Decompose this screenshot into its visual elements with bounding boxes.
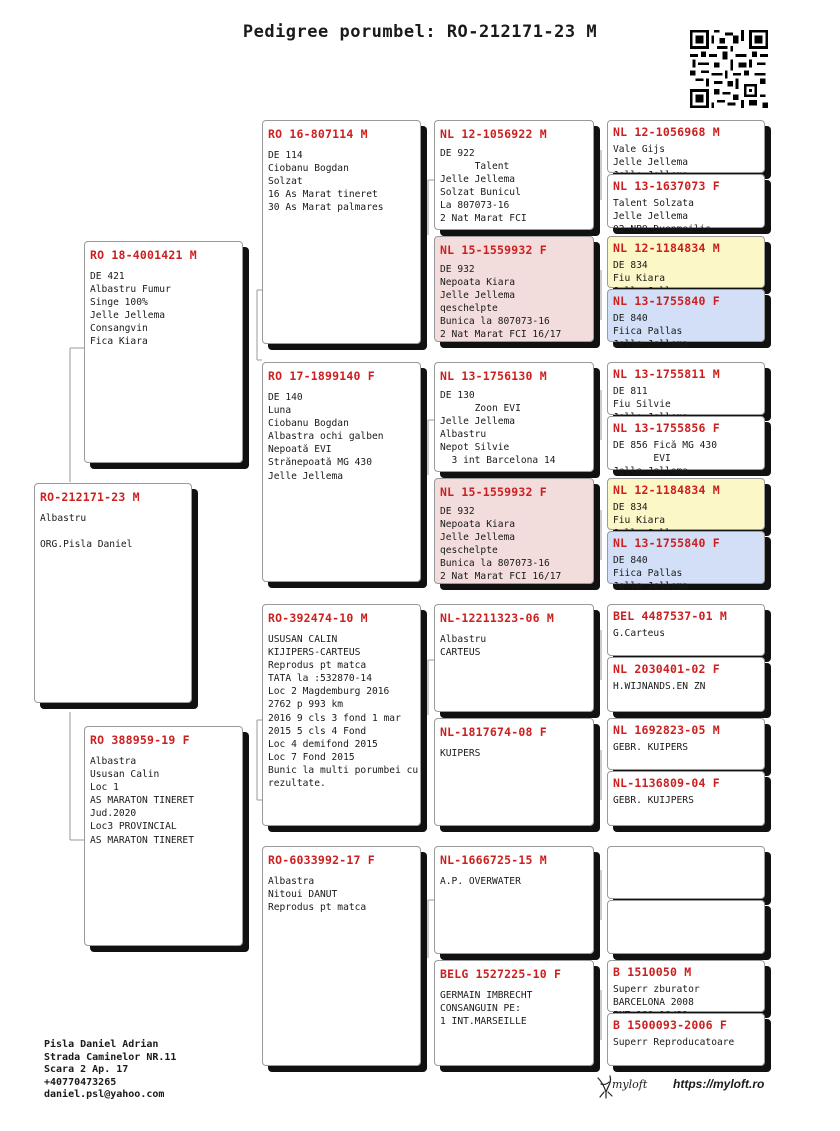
- ring-number: NL 12-1184834 M: [613, 483, 720, 497]
- gen4-card-1[interactable]: [607, 120, 765, 173]
- ring-number: NL 13-1756130 M: [440, 369, 547, 383]
- ring-number: NL 15-1559932 F: [440, 243, 547, 257]
- pigeon-details: DE 932 Nepoata Kiara Jelle Jellema qeschelpte Bunica la 807073-16 2 Nat Marat FCI 16/17: [440, 506, 562, 583]
- gen4-card-14[interactable]: [607, 900, 765, 954]
- ring-number: NL-1666725-15 M: [440, 853, 547, 867]
- pigeon-details: Albastru ORG.Pisla Daniel: [40, 513, 133, 551]
- sire-dam-sire-card[interactable]: [434, 362, 594, 472]
- pigeon-details: DE 140 Luna Ciobanu Bogdan Albastra ochi galben Nepoată EVI Strănepoată MG 430 Jelle Jellema: [268, 392, 384, 482]
- dam-dam-dam-card[interactable]: [434, 960, 594, 1066]
- gen4-card-10[interactable]: [607, 657, 765, 712]
- owner-info: [44, 1039, 176, 1102]
- pigeon-details: Superr zburator BARCELONA 2008: [613, 984, 700, 1009]
- pigeon-details: Superr Reproducatoare: [613, 1037, 735, 1048]
- sire-card[interactable]: [84, 241, 243, 463]
- ring-number: RO 16-807114 M: [268, 127, 368, 141]
- ring-number: RO-212171-23 M: [40, 490, 140, 504]
- pigeon-details: DE 834 Fiu Kiara: [613, 502, 665, 527]
- ring-number: B 1500093-2006 F: [613, 1018, 727, 1032]
- gen4-card-5[interactable]: [607, 362, 765, 415]
- ring-number: B 1510050 M: [613, 965, 692, 979]
- pigeon-details: DE 811 Fiu Silvie: [613, 386, 671, 411]
- pigeon-details: [608, 905, 764, 909]
- ring-number: NL 13-1637073 F: [613, 179, 720, 193]
- ring-number: NL-12211323-06 M: [440, 611, 554, 625]
- ring-number: NL 13-1755811 M: [613, 367, 720, 381]
- brand-name: myloft: [612, 1078, 648, 1091]
- pigeon-details: H.WIJNANDS.EN ZN: [613, 681, 706, 692]
- pigeon-details: GERMAIN IMBRECHT CONSANGUIN PE: 1 INT.MARSEILLE: [440, 990, 533, 1028]
- pigeon-details: DE 932 Nepoata Kiara Jelle Jellema qeschelpte Bunica la 807073-16 2 Nat Marat FCI 16/17: [440, 264, 562, 341]
- pigeon-details: DE 834 Fiu Kiara: [613, 260, 665, 285]
- page-title: Pedigree porumbel: RO-212171-23 M: [242, 22, 598, 42]
- owner-phone[interactable]: +40770473265: [44, 1076, 117, 1088]
- pigeon-details: DE 421 Albastru Fumur Singe 100% Jelle Jellema Consangvin Fica Kiara: [90, 271, 171, 348]
- sire-sire-dam-card[interactable]: [434, 236, 594, 342]
- dam-dam-sire-card[interactable]: [434, 846, 594, 954]
- dam-sire-dam-card[interactable]: [434, 718, 594, 826]
- pigeon-details: G.Carteus: [613, 628, 665, 639]
- owner-apartment: Scara 2 Ap. 17: [44, 1064, 129, 1075]
- owner-name: Pisla Daniel Adrian: [44, 1039, 159, 1050]
- gen4-card-6[interactable]: [607, 416, 765, 478]
- ring-number: RO-6033992-17 F: [268, 853, 375, 867]
- sire-dam-card[interactable]: [262, 362, 421, 582]
- pigeon-details: Talent Solzata Jelle Jellema 02 NPO Duenmeilis: [613, 198, 712, 236]
- pigeon-details: KUIPERS: [440, 748, 481, 759]
- ring-number: NL-1817674-08 F: [440, 725, 547, 739]
- pigeon-details: Vale Gijs Jelle Jellema: [613, 144, 689, 169]
- ring-number: NL 12-1184834 M: [613, 241, 720, 255]
- gen4-card-9[interactable]: [607, 604, 765, 656]
- dam-sire-sire-card[interactable]: [434, 604, 594, 712]
- pigeon-details: DE 114 Ciobanu Bogdan Solzat 16 As Marat tineret 30 As Marat palmares: [268, 150, 384, 214]
- gen4-card-8[interactable]: [607, 531, 765, 593]
- ring-number: RO 18-4001421 M: [90, 248, 197, 262]
- pigeon-details: GEBR. KUIPERS: [613, 742, 689, 753]
- ring-number: NL 15-1559932 F: [440, 485, 547, 499]
- pigeon-details: [608, 851, 764, 855]
- sire-dam-dam-card[interactable]: [434, 478, 594, 584]
- gen4-card-13[interactable]: [607, 846, 765, 899]
- pigeon-details: DE 922 Talent Jelle Jellema Solzat Bunicul La 807073-16 2 Nat Marat FCI: [440, 148, 527, 225]
- gen4-card-15[interactable]: [607, 960, 765, 1012]
- pigeon-details: A.P. OVERWATER: [440, 876, 521, 887]
- gen4-card-4[interactable]: [607, 289, 765, 351]
- ring-number: NL 13-1755840 F: [613, 294, 720, 308]
- pigeon-details: DE 840 Fiica Pallas Jelle Jellema: [613, 555, 689, 593]
- website-link[interactable]: https://myloft.ro: [673, 1077, 765, 1091]
- ring-number: NL 13-1755840 F: [613, 536, 720, 550]
- gen4-card-3[interactable]: [607, 236, 765, 288]
- pigeon-details: Albastra Ususan Calin Loc 1 AS MARATON TINERET Jud.2020 Loc3 PROVINCIAL AS MARATON TINERET: [90, 756, 194, 846]
- gen4-card-7[interactable]: [607, 478, 765, 530]
- dam-dam-card[interactable]: [262, 846, 421, 1066]
- pigeon-details: USUSAN CALIN KIJIPERS-CARTEUS Reprodus pt matca TATA la :532870-14 Loc 2 Magdemburg 2016 2762 p 993 km 2016 9 cls 3 fond 1 mar 2015 5 cls 4 Fond Loc 4 demifond 2015 Loc 7 Fond 2015 Bunic la multi porumbei cu rezultate.: [268, 634, 419, 790]
- pigeon-details: GEBR. KUIJPERS: [613, 795, 694, 806]
- ring-number: NL-1136809-04 F: [613, 776, 720, 790]
- subject-pigeon-card[interactable]: [34, 483, 192, 703]
- gen4-card-2[interactable]: [607, 174, 765, 236]
- pigeon-details: Albastra Nitoui DANUT Reprodus pt matca: [268, 876, 367, 914]
- sire-sire-sire-card[interactable]: [434, 120, 594, 230]
- ring-number: NL 1692823-05 M: [613, 723, 720, 737]
- pigeon-details: Albastru CARTEUS: [440, 634, 487, 659]
- gen4-card-16[interactable]: [607, 1013, 765, 1066]
- ring-number: RO 17-1899140 F: [268, 369, 375, 383]
- ring-number: NL 2030401-02 F: [613, 662, 720, 676]
- ring-number: NL 13-1755856 F: [613, 421, 720, 435]
- owner-email[interactable]: daniel.psl@yahoo.com: [44, 1089, 165, 1100]
- ring-number: RO-392474-10 M: [268, 611, 368, 625]
- dam-card[interactable]: [84, 726, 243, 946]
- ring-number: RO 388959-19 F: [90, 733, 190, 747]
- ring-number: NL 12-1056922 M: [440, 127, 547, 141]
- gen4-card-11[interactable]: [607, 718, 765, 770]
- dam-sire-card[interactable]: [262, 604, 421, 826]
- ring-number: BELG 1527225-10 F: [440, 967, 562, 981]
- sire-sire-card[interactable]: [262, 120, 421, 344]
- gen4-card-12[interactable]: [607, 771, 765, 826]
- pigeon-details: DE 856 Fică MG 430 EVI Jelle Jellema: [613, 440, 717, 478]
- pigeon-details: DE 130 Zoon EVI Jelle Jellema Albastru Nepot Silvie 3 int Barcelona 14: [440, 390, 556, 467]
- ring-number: NL 12-1056968 M: [613, 125, 720, 139]
- owner-street: Strada Caminelor NR.11: [44, 1051, 177, 1063]
- ring-number: BEL 4487537-01 M: [613, 609, 727, 623]
- pigeon-details: DE 840 Fiica Pallas Jelle Jellema: [613, 313, 689, 351]
